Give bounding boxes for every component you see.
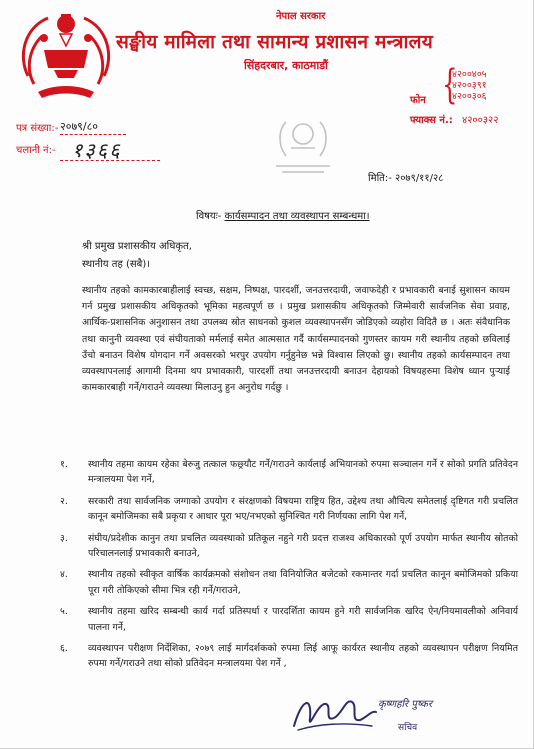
list-item	[60, 604, 518, 635]
dispatch-number: १३६६	[72, 138, 122, 162]
letter-number: २०७९/८०	[60, 120, 99, 133]
list-item-number: ५.	[60, 606, 68, 618]
list-item-text: व्यवस्थापन परीक्षण निर्देशिका, २०७९ लाई मार्गदर्शकको रुपमा लिई आफू कार्यरत स्थानीय तहको व्यवस्थापन परीक्षण नियमित रुपमा गर्ने/गराउने तथा सोको प्रतिवेदन मन्त्रालयमा पेश गर्ने ,	[88, 643, 518, 670]
list-item-text: स्थानीय तहको स्वीकृत वार्षिक कार्यक्रमको संशोधन तथा विनियोजित बजेटको रकमान्तर गर्दा प्रचलित कानून बमोजिमको प्रकिया पूरा गरी तोकिएको सीमा भित्र रही गर्ने/गराउने,	[88, 569, 518, 596]
divider	[60, 160, 160, 161]
letter-number-label: पत्र संख्या:-	[16, 123, 59, 134]
phone-number: ४२००३०६	[452, 91, 487, 102]
directive-list	[60, 457, 518, 678]
list-item	[60, 494, 518, 525]
dispatch-number-label: चलानी नं:-	[16, 145, 56, 156]
ministry-name: सङ्घीय मामिला तथा सामान्य प्रशासन मन्त्रालय	[116, 31, 433, 53]
phone-list	[452, 69, 487, 102]
list-item-number: २.	[60, 495, 68, 507]
government-name: नेपाल सरकार	[276, 11, 326, 22]
list-item	[60, 567, 518, 598]
fax-label: फ्याक्स नं.:	[410, 115, 453, 126]
recipient-line: स्थानीय तह (सबै)।	[82, 259, 151, 270]
list-item-text: संघीय/प्रदेशीक कानुन तथा प्रचलित व्यवस्थाको प्रतिकूल नहुने गरी प्रदत्त राजश्व अधिकारको पूर्ण उपयोग मार्फत स्थानीय स्रोतको परिचालनलाई प्रभावकारी बनाउने,	[88, 532, 518, 560]
body-paragraph: स्थानीय तहको कामकारबाहीलाई स्वच्छ, सक्षम, निष्पक्ष, पारदर्शी, जनउत्तरदायी, जवाफदेही र प्रभावकारी बनाई सुशासन कायम गर्न प्रमुख प्रशासकीय अधिकृतको भूमिका महत्वपूर्ण छ । प्रमुख प्रशासकीय अधिकृतको जिम्मेवारी सार्वजनिक सेवा प्रवाह, आर्थिक-प्रशासनिक अनुशासन तथा उपलब्ध स्रोत साधनको कुशल व्यवस्थापनसँग जोडिएको व्यहोरा विदितै छ । अतः संवैधानिक तथा कानुनी व्यवस्था एवं संघीयताको मर्मलाई समेत आत्मसात गर्दै कार्यसम्पादनको गुणस्तर कायम गरी स्थानीय तहको छविलाई उँचो बनाउन विशेष योगदान गर्ने अवसरको भरपुर उपयोग गर्नुहुनेछ भन्ने विश्वास लिएको छु। स्थानीय तहको कार्यसम्पादन तथा व्यवस्थापनलाई आगामी दिनमा थप प्रभावकारी, पारदर्शी तथा जनउत्तरदायी बनाउन देहायको विषयहरुमा विशेष ध्यान पुऱ्याई कामकारबाही गर्ने/गराउने व्यवस्था मिलाउनु हुन अनुरोध गर्दछु ।	[82, 285, 510, 394]
letter-date: मिति:- २०७९/११/२८	[368, 173, 444, 184]
subject-line	[196, 208, 370, 222]
list-item-number: ३.	[60, 532, 68, 544]
list-item-number: ६.	[60, 643, 68, 655]
list-item	[60, 457, 518, 488]
list-item-number: ४.	[60, 569, 68, 581]
list-item	[60, 641, 518, 672]
divider	[60, 134, 126, 135]
list-item-text: सरकारी तथा सार्वजनिक जग्गाको उपयोग र संरक्षणको विषयमा राष्ट्रिय हित, उद्देश्य तथा औचित्य समेतलाई दृष्टिगत गरी प्रचलित कानून बमोजिमका सबै प्रकृया र आधार पूरा भए/नभएको सुनिश्चित गरी निर्णयका लागि पेश गर्ने,	[88, 495, 518, 523]
phone-label: फोन	[410, 95, 426, 106]
phone-number: ४२००३९१	[452, 80, 487, 91]
phone-number: ४२००४०५	[452, 69, 487, 80]
brace-icon: {	[442, 62, 458, 108]
list-item-text: स्थानीय तहमा खरिद सम्बन्धी कार्य गर्दा प्रतिस्पर्धा र पारदर्शिता कायम हुने गरी सार्वजनिक खरिद ऐन/नियमावलीको अनिवार्य पालना गर्ने,	[88, 606, 518, 633]
subject-text: कार्यसम्पादन तथा व्यवस्थापन सम्बन्धमा।	[224, 211, 370, 222]
list-item-text: स्थानीय तहमा कायम रहेका बेरुजु तत्काल फछ्र्यौट गर्ने/गराउने कार्यलाई अभियानको रुपमा सञ्चालन गर्ने र सोको प्रगति प्रतिवेदन मन्त्रालयमा पेश गर्ने,	[88, 459, 518, 486]
fax-number: ४२००३२२	[462, 115, 499, 126]
signature-icon	[288, 688, 380, 736]
list-item	[60, 531, 518, 562]
office-location: सिंहदरबार, काठमाडौं	[244, 59, 328, 72]
recipient-line: श्री प्रमुख प्रशासकीय अधिकृत,	[82, 241, 192, 252]
signatory-name: कृष्णहरि पुष्कर	[378, 699, 433, 710]
nepal-emblem-icon	[14, 6, 118, 110]
list-item-number: १.	[60, 459, 68, 470]
official-stamp-icon	[264, 112, 342, 178]
signatory-title: सचिव	[398, 723, 418, 733]
subject-prefix: विषयः-	[196, 211, 222, 222]
